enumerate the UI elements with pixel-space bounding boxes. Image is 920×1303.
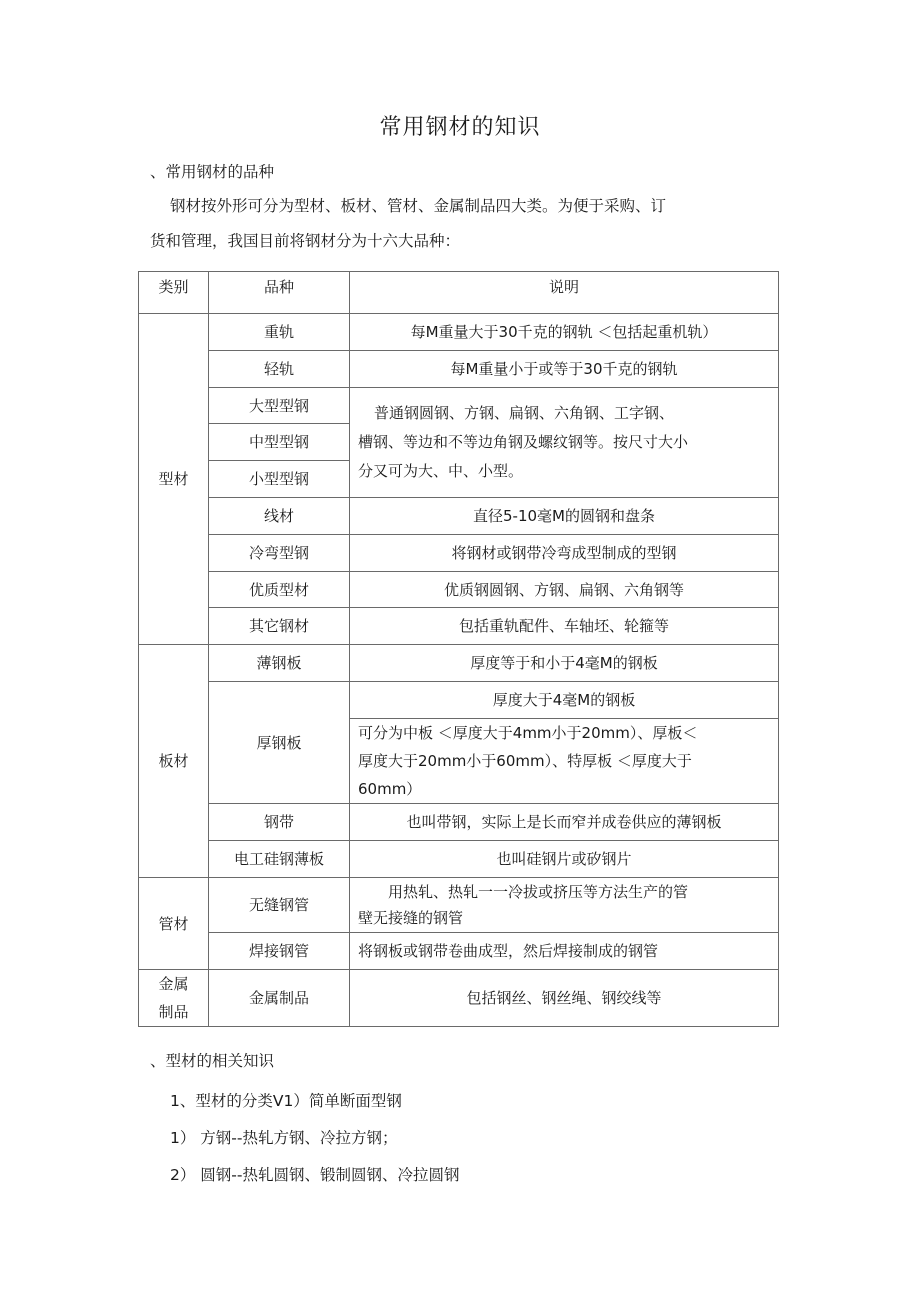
desc-thick-plate-2-line2: 厚度大于20mm小于60mm）、特厚板 ＜厚度大于 <box>358 752 692 770</box>
category-metal-products-line2: 制品 <box>158 1003 189 1021</box>
desc-other-steel: 包括重轨配件、车轴坯、轮箍等 <box>350 608 779 645</box>
desc-strip: 也叫带钢，实际上是长而窄并成卷供应的薄钢板 <box>350 804 779 841</box>
table-row <box>139 645 779 682</box>
table-row <box>139 314 779 351</box>
section-heading-profile-knowledge: 、型材的相关知识 <box>150 1052 275 1070</box>
table-row <box>139 535 779 572</box>
variety-other-steel: 其它钢材 <box>209 608 350 645</box>
intro-paragraph-line1: 钢材按外形可分为型材、板材、管材、金属制品四大类。为便于采购、订 <box>170 197 667 215</box>
variety-medium-section: 中型型钢 <box>209 424 350 461</box>
desc-sections-line1: 普通钢圆钢、方钢、扁钢、六角钢、工字钢、 <box>374 404 675 422</box>
variety-small-section: 小型型钢 <box>209 461 350 498</box>
variety-silicon-sheet: 电工硅钢薄板 <box>209 841 350 878</box>
desc-wire-rod: 直径5-10毫M的圆钢和盘条 <box>350 498 779 535</box>
desc-thick-plate-1: 厚度大于4毫M的钢板 <box>350 682 779 719</box>
table-row <box>139 608 779 645</box>
table-row <box>139 388 779 424</box>
desc-sections <box>350 388 779 498</box>
variety-strip: 钢带 <box>209 804 350 841</box>
desc-cold-formed: 将钢材或钢带冷弯成型制成的型钢 <box>350 535 779 572</box>
table-row <box>139 572 779 608</box>
steel-varieties-table <box>138 271 779 1027</box>
desc-sections-line3: 分又可为大、中、小型。 <box>358 462 524 480</box>
table-row <box>139 804 779 841</box>
desc-welded-pipe: 将钢板或钢带卷曲成型，然后焊接制成的钢管 <box>350 933 779 970</box>
header-description: 说明 <box>350 272 779 314</box>
variety-heavy-rail: 重轨 <box>209 314 350 351</box>
profile-classification-line: 1、型材的分类V1）简单断面型钢 <box>170 1092 402 1110</box>
table-row <box>139 933 779 970</box>
table-row <box>139 841 779 878</box>
table-row <box>139 351 779 388</box>
category-pipe: 管材 <box>139 878 209 970</box>
variety-metal-products: 金属制品 <box>209 970 350 1027</box>
table-row <box>139 878 779 933</box>
variety-cold-formed: 冷弯型钢 <box>209 535 350 572</box>
desc-thick-plate-2-line1: 可分为中板 ＜厚度大于4mm小于20mm）、厚板＜ <box>358 724 698 742</box>
category-plate: 板材 <box>139 645 209 878</box>
desc-quality-section: 优质钢圆钢、方钢、扁钢、六角钢等 <box>350 572 779 608</box>
variety-light-rail: 轻轨 <box>209 351 350 388</box>
variety-thin-plate: 薄钢板 <box>209 645 350 682</box>
variety-large-section: 大型型钢 <box>209 388 350 424</box>
variety-quality-section: 优质型材 <box>209 572 350 608</box>
desc-heavy-rail: 每M重量大于30千克的钢轨 ＜包括起重机轨） <box>350 314 779 351</box>
desc-thick-plate-2 <box>350 719 779 804</box>
category-profile: 型材 <box>139 314 209 645</box>
desc-thin-plate: 厚度等于和小于4毫M的钢板 <box>350 645 779 682</box>
variety-wire-rod: 线材 <box>209 498 350 535</box>
variety-seamless-pipe: 无缝钢管 <box>209 878 350 933</box>
desc-sections-line2: 槽钢、等边和不等边角钢及螺纹钢等。按尺寸大小 <box>358 433 689 451</box>
list-item-round-steel: 2） 圆钢--热轧圆钢、锻制圆钢、冷拉圆钢 <box>170 1166 460 1184</box>
header-variety: 品种 <box>209 272 350 314</box>
category-metal-products-line1: 金属 <box>158 975 189 993</box>
desc-seamless-pipe <box>350 878 779 933</box>
category-metal-products <box>139 970 209 1027</box>
table-row <box>139 682 779 719</box>
intro-paragraph-line2: 货和管理，我国目前将钢材分为十六大品种： <box>150 232 461 250</box>
desc-light-rail: 每M重量小于或等于30千克的钢轨 <box>350 351 779 388</box>
variety-welded-pipe: 焊接钢管 <box>209 933 350 970</box>
desc-seamless-pipe-line1: 用热轧、热轧一一冷拔或挤压等方法生产的管 <box>388 883 689 901</box>
section-heading-varieties: 、常用钢材的品种 <box>150 163 275 181</box>
page-title: 常用钢材的知识 <box>379 115 541 140</box>
table-row <box>139 970 779 1027</box>
desc-metal-products: 包括钢丝、钢丝绳、钢绞线等 <box>350 970 779 1027</box>
variety-thick-plate: 厚钢板 <box>209 682 350 804</box>
desc-seamless-pipe-line2: 壁无接缝的钢管 <box>358 909 464 927</box>
header-category: 类别 <box>139 272 209 314</box>
list-item-square-steel: 1） 方钢--热轧方钢、冷拉方钢； <box>170 1129 398 1147</box>
desc-thick-plate-2-line3: 60mm） <box>358 780 422 798</box>
table-row <box>139 498 779 535</box>
desc-silicon-sheet: 也叫硅钢片或矽钢片 <box>350 841 779 878</box>
table-header-row <box>139 272 779 314</box>
